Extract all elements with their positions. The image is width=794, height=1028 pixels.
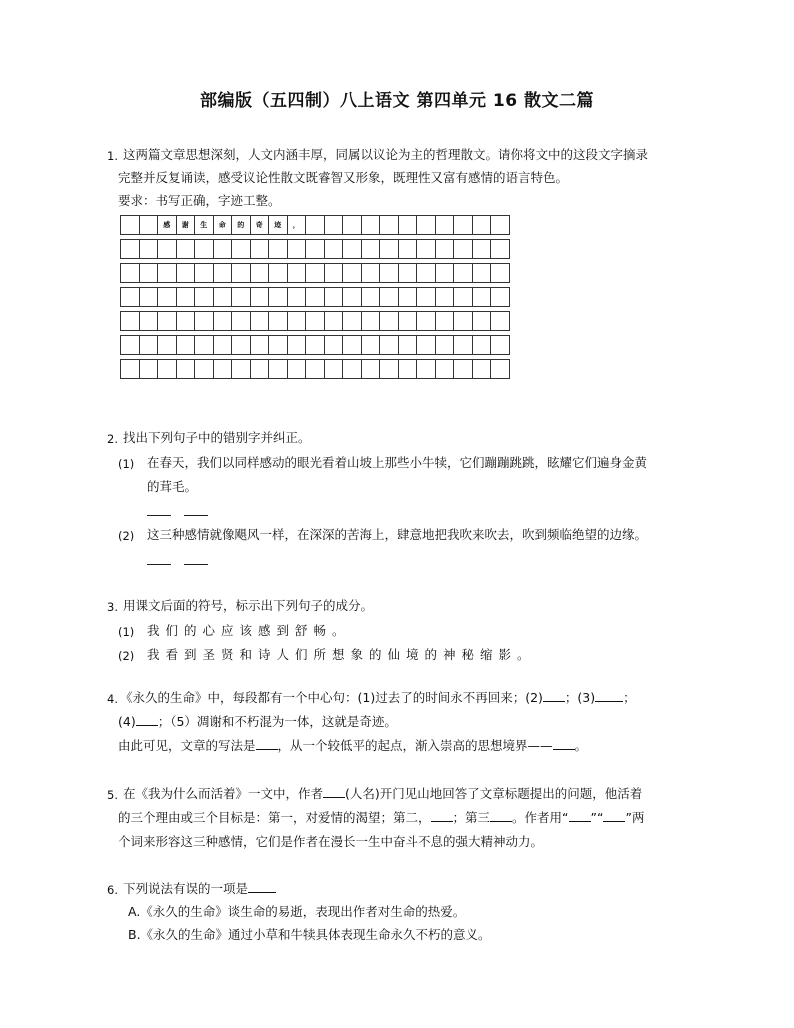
grid-cell[interactable] [176,288,195,307]
grid-cell[interactable] [472,360,491,379]
grid-cell[interactable] [158,264,177,283]
grid-cell[interactable] [472,240,491,259]
grid-cell[interactable] [398,240,417,259]
q5-line-2-text-c: 。作者用“ [512,810,569,825]
grid-cell[interactable] [343,336,362,355]
grid-cell[interactable] [417,312,436,331]
q2-s1-answer-blank-2[interactable] [184,515,208,516]
q5-blank-second[interactable] [431,809,453,822]
grid-cell[interactable] [435,264,454,283]
grid-cell[interactable] [250,312,269,331]
q1-line-2: 完整并反复诵读，感受议论性散文既睿智又形象，既理性又富有感情的语言特色。 [118,170,569,185]
grid-cell[interactable] [158,288,177,307]
grid-cell[interactable]: 的 [232,216,251,235]
q2-s2-answer-blank-2[interactable] [184,564,208,565]
q2-s1-line-1: 在春天，我们以同样感动的眼光看着山坡上那些小牛犊，它们蹦蹦跳跳，眩耀它们遍身金黄 [147,455,648,470]
q5-line-2-text-a: 的三个理由或三个目标是：第一，对爱情的渴望；第二， [118,810,431,825]
q2-s1-answer-blank-1[interactable] [147,515,171,516]
grid-cell[interactable] [491,240,510,259]
grid-cell[interactable] [361,288,380,307]
q5-line-2-text-e: ”两 [625,810,645,825]
q6-stem-text: 下列说法有误的一项是 [123,881,249,896]
grid-cell[interactable] [361,312,380,331]
grid-cell[interactable] [343,240,362,259]
q5-blank-third[interactable] [490,809,512,822]
grid-cell[interactable] [232,240,251,259]
grid-cell[interactable] [417,336,436,355]
grid-cell[interactable] [232,264,251,283]
q5-line-2-text-b: ；第三 [452,810,491,825]
q4-line-1-text-a: 《永久的生命》中，每段都有一个中心句：(1)过去了的时间永不再回来；(2) [120,690,543,705]
q2-number: 2. [107,432,118,446]
grid-cell[interactable] [250,336,269,355]
q3-stem: 用课文后面的符号，标示出下列句子的成分。 [123,598,374,613]
grid-cell[interactable] [435,216,454,235]
q2-s2-line-1: 这三种感情就像飓风一样，在深深的苦海上，肆意地把我吹来吹去，吹到频临绝望的边缘。 [147,527,648,542]
grid-row [121,312,510,331]
grid-cell[interactable] [176,360,195,379]
q1-line-1: 这两篇文章思想深刻，人文内涵丰厚，同属以议论为主的哲理散文。请你将文中的这段文字摘录 [123,147,649,162]
grid-cell[interactable] [213,264,232,283]
q4-blank-theme[interactable] [553,737,575,750]
q4-line-3-text-c: 。 [574,738,588,753]
grid-cell[interactable]: 生 [195,216,214,235]
grid-cell[interactable] [454,216,473,235]
q4-blank-3[interactable] [595,689,623,702]
grid-cell[interactable] [250,360,269,379]
grid-cell[interactable] [491,360,510,379]
grid-row [121,240,510,259]
grid-cell[interactable] [491,336,510,355]
grid-cell[interactable] [472,288,491,307]
grid-cell[interactable] [472,336,491,355]
grid-cell[interactable]: 奇 [250,216,269,235]
grid-cell[interactable] [398,336,417,355]
grid-cell[interactable] [232,288,251,307]
grid-cell[interactable] [232,312,251,331]
grid-cell[interactable] [121,336,140,355]
grid-cell[interactable] [176,264,195,283]
grid-cell[interactable] [380,264,399,283]
grid-cell[interactable] [343,288,362,307]
grid-cell[interactable] [380,288,399,307]
q2-s1-line-2: 的茸毛。 [147,479,198,494]
grid-cell[interactable] [213,336,232,355]
q2-s2-answer-blank-1[interactable] [147,564,171,565]
grid-cell[interactable] [139,240,158,259]
grid-cell[interactable] [158,312,177,331]
grid-cell[interactable] [398,360,417,379]
grid-cell[interactable] [139,360,158,379]
q3-s2-number: (2) [118,649,135,663]
q6-option-a[interactable]: A.《永久的生命》谈生命的易逝，表现出作者对生命的热爱。 [128,904,466,919]
grid-cell[interactable] [454,264,473,283]
grid-cell[interactable]: 感 [158,216,177,235]
grid-cell[interactable] [287,312,306,331]
grid-cell[interactable] [361,240,380,259]
q4-line-1-text-b: ；(3) [564,690,596,705]
grid-cell[interactable] [250,240,269,259]
grid-cell[interactable] [176,240,195,259]
grid-cell[interactable] [417,264,436,283]
grid-cell[interactable] [398,288,417,307]
grid-cell[interactable] [158,360,177,379]
grid-cell[interactable] [454,240,473,259]
grid-cell[interactable] [195,240,214,259]
grid-cell[interactable] [213,288,232,307]
grid-cell[interactable] [306,216,325,235]
q1-number: 1. [107,149,118,163]
q3-sentence-2[interactable]: 我看到圣贤和诗人们所想象的仙境的神秘缩影。 [147,647,536,662]
grid-cell[interactable] [417,216,436,235]
grid-cell[interactable] [472,312,491,331]
grid-cell[interactable] [213,360,232,379]
grid-cell[interactable] [269,336,288,355]
grid-cell[interactable] [361,264,380,283]
grid-cell[interactable] [380,360,399,379]
grid-cell[interactable] [454,312,473,331]
grid-row [121,336,510,355]
grid-cell[interactable] [417,240,436,259]
q6-option-b[interactable]: B.《永久的生命》通过小草和牛犊具体表现生命永久不朽的意义。 [128,927,491,942]
grid-cell[interactable] [380,216,399,235]
grid-cell[interactable] [139,336,158,355]
q5-line-3: 个词来形容这三种感情，它们是作者在漫长一生中奋斗不息的强大精神动力。 [118,834,544,849]
grid-row [121,264,510,283]
grid-cell[interactable] [195,288,214,307]
q4-line-1-text-c: ； [623,690,636,705]
grid-cell[interactable] [380,312,399,331]
grid-cell[interactable] [324,336,343,355]
grid-cell[interactable] [158,240,177,259]
grid-cell[interactable] [324,240,343,259]
writing-grid[interactable] [120,215,510,379]
q2-s2-number: (2) [118,529,135,543]
q6-number: 6. [107,883,118,897]
grid-cell[interactable] [472,264,491,283]
q4-line-2-text-b: ；（5）凋谢和不朽混为一体，这就是奇迹。 [157,714,397,729]
q3-s1-number: (1) [118,625,135,639]
grid-cell[interactable] [491,312,510,331]
q4-number: 4. [107,692,118,706]
q3-number: 3. [107,600,118,614]
grid-cell[interactable] [343,216,362,235]
q5-line-1-text-a: 在《我为什么而活着》一文中，作者 [123,786,324,801]
grid-cell[interactable] [250,288,269,307]
grid-cell[interactable] [121,264,140,283]
grid-cell[interactable] [213,240,232,259]
q4-line-3-text-b: ，从一个较低平的起点，渐入崇高的思想境界—— [277,738,553,753]
grid-cell[interactable] [139,288,158,307]
grid-cell[interactable]: 迹 [269,216,288,235]
grid-cell[interactable] [454,288,473,307]
grid-cell[interactable] [269,264,288,283]
grid-cell[interactable] [398,312,417,331]
grid-cell[interactable] [287,360,306,379]
q4-line-3 [118,737,587,755]
grid-cell[interactable] [269,240,288,259]
grid-cell[interactable] [398,264,417,283]
grid-cell[interactable] [176,312,195,331]
grid-cell[interactable] [324,264,343,283]
grid-cell[interactable] [324,288,343,307]
grid-cell[interactable] [195,336,214,355]
q5-number: 5. [107,788,118,802]
q4-blank-method[interactable] [256,737,278,750]
q5-blank-author[interactable] [323,785,345,798]
grid-cell[interactable] [121,240,140,259]
q4-line-1 [120,689,636,707]
q3-sentence-1[interactable]: 我们的心应该感到舒畅。 [147,623,351,638]
q6-stem [123,880,276,898]
grid-cell[interactable] [417,288,436,307]
grid-cell[interactable] [232,360,251,379]
q4-line-2 [118,713,397,731]
grid-cell[interactable] [213,312,232,331]
q1-requirement: 要求：书写正确，字迹工整。 [118,193,281,208]
grid-cell[interactable] [361,336,380,355]
grid-cell[interactable] [250,264,269,283]
grid-cell[interactable] [287,264,306,283]
page-title: 部编版（五四制）八上语文 第四单元 16 散文二篇 [200,91,594,111]
grid-cell[interactable] [287,240,306,259]
q5-blank-word-2[interactable] [603,809,625,822]
q5-line-1 [123,785,642,803]
grid-cell[interactable] [139,312,158,331]
grid-cell[interactable] [435,312,454,331]
grid-cell[interactable] [158,336,177,355]
grid-cell[interactable] [232,336,251,355]
grid-cell[interactable] [435,336,454,355]
grid-cell[interactable] [454,360,473,379]
q2-stem: 找出下列句子中的错别字并纠正。 [123,430,311,445]
grid-cell[interactable] [324,312,343,331]
grid-cell[interactable] [435,288,454,307]
grid-cell[interactable]: ， [287,216,306,235]
grid-cell[interactable] [491,264,510,283]
grid-cell[interactable] [324,216,343,235]
q4-line-2-text-a: (4) [118,714,136,729]
q5-line-2-text-d: ”“ [590,810,604,825]
grid-cell[interactable] [435,360,454,379]
grid-cell[interactable] [417,360,436,379]
grid-cell[interactable] [287,336,306,355]
grid-cell[interactable] [398,216,417,235]
q4-blank-4[interactable] [136,713,158,726]
q5-blank-word-1[interactable] [569,809,591,822]
q6-answer-blank[interactable] [248,880,276,893]
grid-cell[interactable]: 命 [213,216,232,235]
q4-blank-2[interactable] [543,689,565,702]
grid-cell[interactable] [121,288,140,307]
grid-cell[interactable] [269,360,288,379]
grid-cell[interactable] [343,312,362,331]
grid-cell[interactable]: 谢 [176,216,195,235]
grid-cell[interactable] [454,336,473,355]
grid-cell[interactable] [195,360,214,379]
grid-cell[interactable] [306,264,325,283]
grid-cell[interactable] [306,288,325,307]
grid-cell[interactable] [361,216,380,235]
grid-cell[interactable] [472,216,491,235]
grid-cell[interactable] [343,360,362,379]
grid-cell[interactable] [306,312,325,331]
grid-cell[interactable] [361,360,380,379]
q5-line-2 [118,809,644,827]
grid-row [121,360,510,379]
grid-row [121,216,510,235]
grid-cell[interactable] [121,216,140,235]
grid-cell[interactable] [306,336,325,355]
grid-cell[interactable] [195,312,214,331]
grid-row [121,288,510,307]
grid-cell[interactable] [491,216,510,235]
grid-cell[interactable] [121,312,140,331]
grid-cell[interactable] [176,336,195,355]
grid-cell[interactable] [121,360,140,379]
q2-s1-number: (1) [118,457,135,471]
grid-cell[interactable] [435,240,454,259]
grid-cell[interactable] [380,336,399,355]
grid-cell[interactable] [287,288,306,307]
grid-cell[interactable] [269,312,288,331]
grid-cell[interactable] [491,288,510,307]
grid-cell[interactable] [195,264,214,283]
grid-cell[interactable] [139,216,158,235]
grid-cell[interactable] [343,264,362,283]
q5-line-1-text-b: (人名)开门见山地回答了文章标题提出的问题，他活着 [345,786,643,801]
grid-cell[interactable] [269,288,288,307]
grid-cell[interactable] [380,240,399,259]
grid-cell[interactable] [306,240,325,259]
q4-line-3-text-a: 由此可见，文章的写法是 [118,738,256,753]
grid-cell[interactable] [324,360,343,379]
grid-cell[interactable] [139,264,158,283]
grid-cell[interactable] [306,360,325,379]
